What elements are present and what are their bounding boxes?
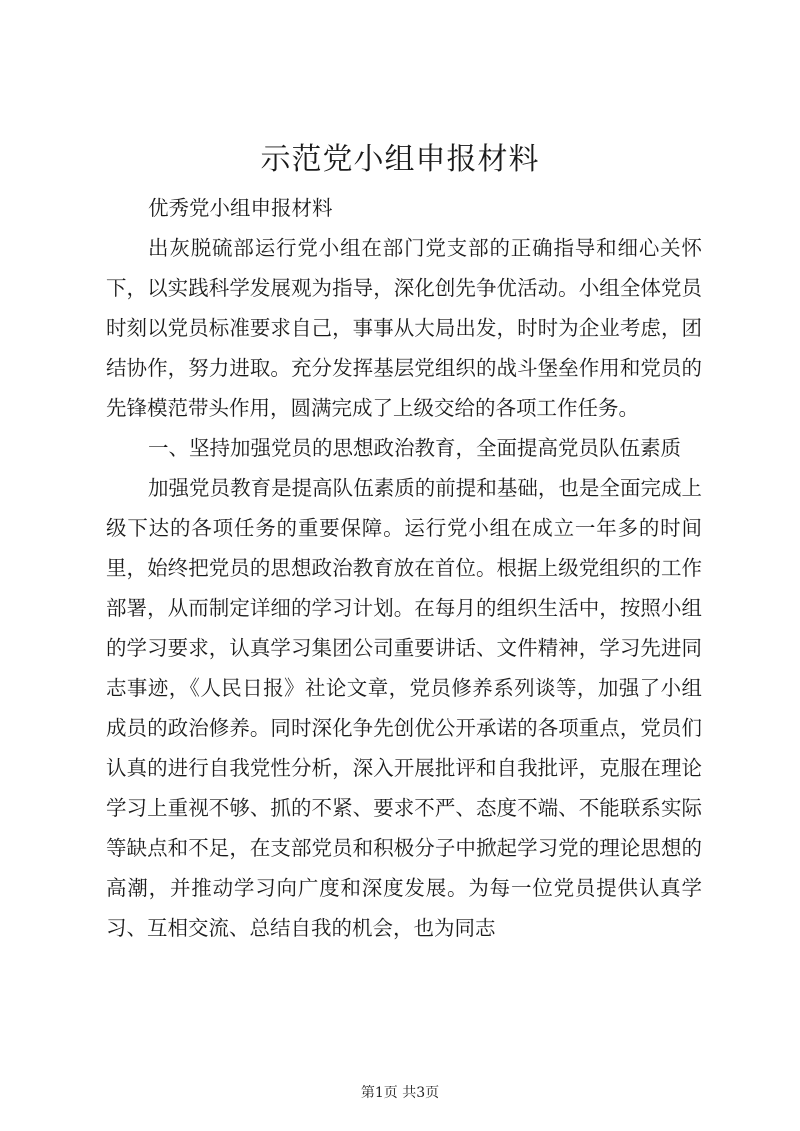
page-number-footer: 第1页 共3页 — [360, 1085, 440, 1101]
section-paragraph: 加强党员教育是提高队伍素质的前提和基础，也是全面完成上级下达的各项任务的重要保障。运行党小组在成立一年多的时间里，始终把党员的思想政治教育放在首位。根据上级党组织的工作部署，从而制定详细的学习计划。在每月的组织生活中，按照小组的学习要求，认真学习集团公司重要讲话、文件精神，学习先进同志事迹，《人民日报》社论文章，党员修养系列谈等，加强了小组成员的政治修养。同时深化争先创优公开承诺的各项重点，党员们认真的进行自我党性分析，深入开展批评和自我批评，克服在理论学习上重视不够、抓的不紧、要求不严、态度不端、不能联系实际等缺点和不足，在支部党员和积极分子中掀起学习党的理论思想的高潮，并推动学习向广度和深度发展。为每一位党员提供认真学习、互相交流、总结自我的机会，也为同志 — [106, 476, 702, 940]
intro-paragraph: 出灰脱硫部运行党小组在部门党支部的正确指导和细心关怀下，以实践科学发展观为指导，深化创先争优活动。小组全体党员时刻以党员标准要求自己，事事从大局出发，时时为企业考虑，团结协作，努力进取。充分发挥基层党组织的战斗堡垒作用和党员的先锋模范带头作用，圆满完成了上级交给的各项工作任务。 — [106, 236, 702, 420]
section-heading: 一、坚持加强党员的思想政治教育，全面提高党员队伍素质 — [148, 436, 682, 460]
subtitle-paragraph: 优秀党小组申报材料 — [148, 196, 333, 220]
document-body — [106, 188, 702, 948]
document-title: 示范党小组申报材料 — [260, 142, 540, 177]
